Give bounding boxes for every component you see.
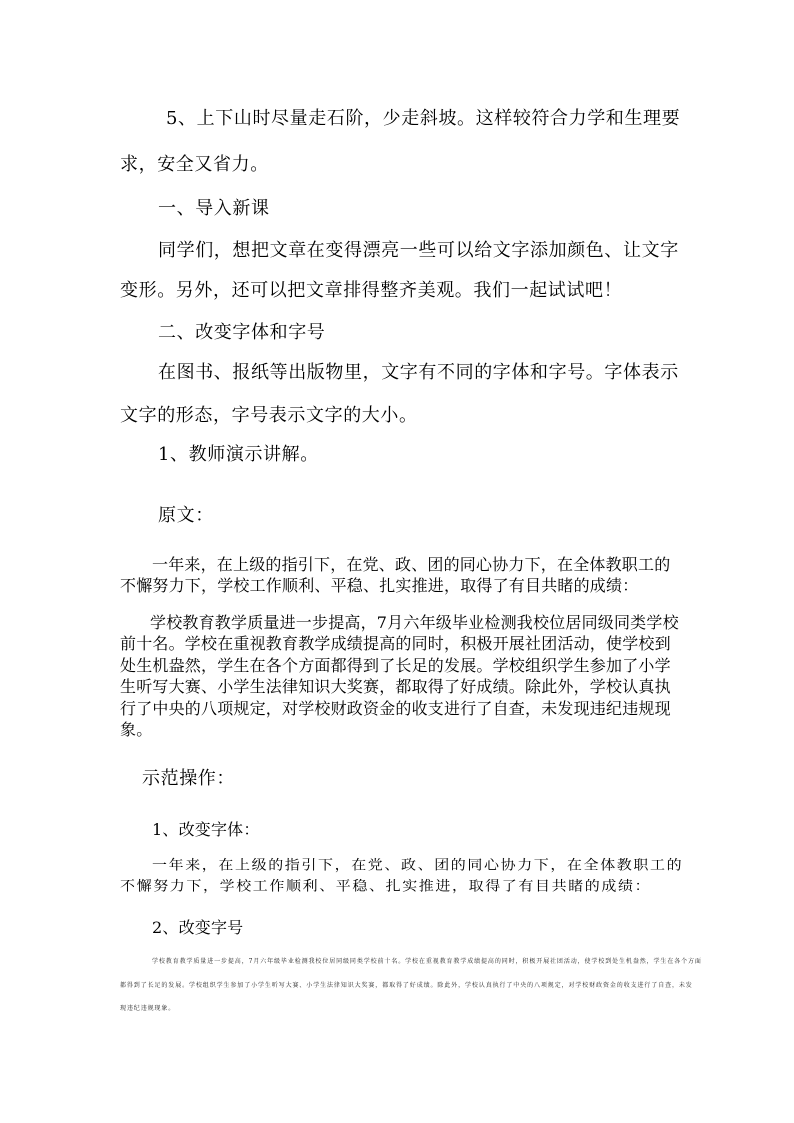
- paragraph-line: 变形。另外，还可以把文章排得整齐美观。我们一起试试吧！: [120, 280, 623, 301]
- original-text-line: 象。: [120, 720, 153, 739]
- demo-label: 示范操作：: [142, 768, 235, 789]
- original-text-line: 生听写大赛、小学生法律知识大奖赛，都取得了好成绩。除此外，学校认真执: [120, 677, 671, 696]
- original-text-line: 一年来，在上级的指引下，在党、政、团的同心协力下，在全体教职工的: [152, 555, 671, 574]
- step-label: 1、教师演示讲解。: [158, 444, 319, 465]
- paragraph-line: 在图书、报纸等出版物里，文字有不同的字体和字号。字体表示: [158, 362, 679, 383]
- styled-text-line: 一年来，在上级的指引下，在党、政、团的同心协力下，在全体教职工的: [152, 856, 684, 874]
- paragraph-line: 文字的形态，字号表示文字的大小。: [120, 405, 418, 426]
- styled-text-line: 不懈努力下，学校工作顺利、平稳、扎实推进，取得了有目共睹的成绩：: [120, 877, 652, 895]
- original-text-line: 前十名。学校在重视教育教学成绩提高的同时，积极开展社团活动，使学校到: [120, 634, 671, 653]
- original-text-line: 行了中央的八项规定，对学校财政资金的收支进行了自查，未发现违纪违规现: [120, 699, 671, 718]
- paragraph-line: 同学们，想把文章在变得漂亮一些可以给文字添加颜色、让文字: [158, 240, 679, 261]
- small-text-line: 都得到了长足的发展。学校组织学生参加了小学生听写大赛、小学生法律知识大奖赛，都取得了好成绩。除此外，学校认真执行了中央的八项规定，对学校财政资金的收支进行了自查，未发: [120, 982, 693, 989]
- original-text-line: 处生机盎然，学生在各个方面都得到了长足的发展。学校组织学生参加了小学: [120, 656, 671, 675]
- demo-step-label: 1、改变字体：: [152, 820, 260, 839]
- demo-step-label: 2、改变字号: [152, 918, 244, 937]
- paragraph-line: 求，安全又省力。: [120, 154, 269, 175]
- section-heading: 二、改变字体和字号: [158, 322, 326, 343]
- original-text-label: 原文：: [158, 505, 214, 526]
- small-text-line: 现违纪违规现象。: [120, 1005, 176, 1012]
- paragraph-line: 5、上下山时尽量走石阶，少走斜坡。这样较符合力学和生理要: [166, 108, 681, 129]
- original-text-line: 不懈努力下，学校工作顺利、平稳、扎实推进，取得了有目共睹的成绩：: [120, 576, 639, 595]
- section-heading: 一、导入新课: [158, 198, 270, 219]
- small-text-line: 学校教育教学质量进一步提高，7月六年级毕业检测我校位居同级同类学校前十名。学校在重视教育教学成绩提高的同时，积极开展社团活动，使学校到处生机盎然，学生在各个方面: [152, 958, 702, 965]
- original-text-line: 学校教育教学质量进一步提高，7月六年级毕业检测我校位居同级同类学校: [150, 613, 679, 632]
